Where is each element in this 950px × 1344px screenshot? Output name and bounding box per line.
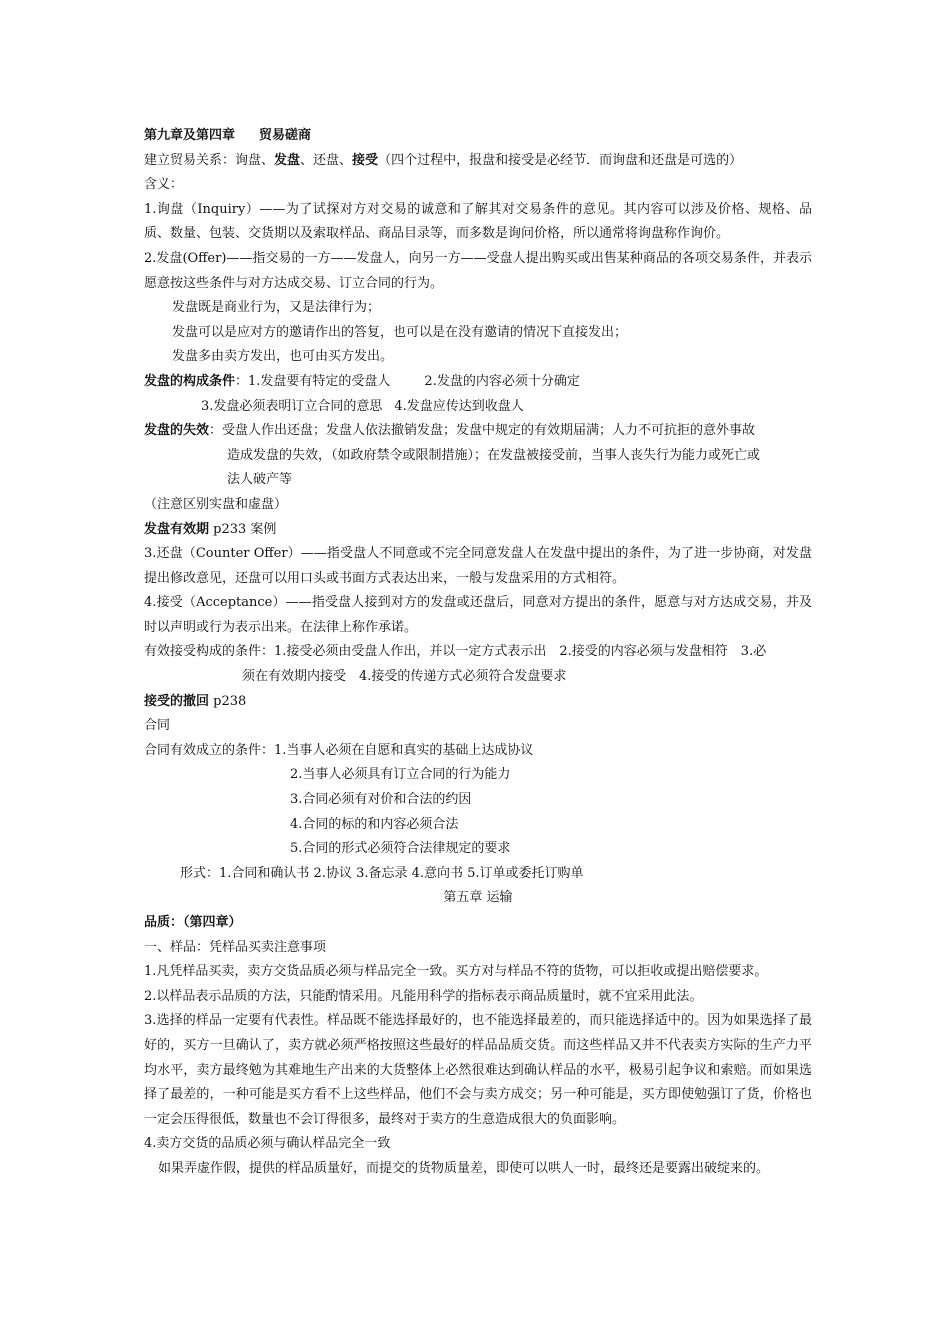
- offer-note-3: 发盘多由卖方发出，也可由买方发出。: [172, 349, 394, 365]
- sample-point-2: 2.以样品表示品质的方法，只能酌情采用。凡能用科学的指标表示商品质量时，就不宜采用此法。: [144, 988, 703, 1004]
- document-page: [144, 124, 812, 1182]
- offer-note-2: 发盘可以是应对方的邀请作出的答复，也可以是在没有邀请的情况下直接发出；: [172, 324, 628, 340]
- offer-condition-4: 4.发盘应传达到收盘人: [394, 398, 524, 414]
- valid-acceptance-line-1: 有效接受构成的条件：1.接受必须由受盘人作出，并以一定方式表示出 2.接受的内容必须与发盘相符 3.必: [144, 644, 767, 660]
- trade-relation-line: [144, 149, 812, 174]
- chapter-title: 第九章及第四章: [144, 128, 236, 143]
- quality-heading: 品质：（第四章）: [144, 915, 242, 930]
- offer-condition-1: ：1.发盘要有特定的受盘人: [235, 373, 391, 389]
- firm-offer-note: （注意区别实盘和虚盘）: [144, 496, 288, 512]
- sample-point-3: 3.选择的样品一定要有代表性。样品既不能选择最好的，也不能选择最差的，而只能选择适中的。因为如果选择了最好的，买方一旦确认了，卖方就必须严格按照这些最好的样品品质交货。而这些样品又并不代表卖方实际的生产力平均水平，卖方最终勉为其难地生产出来的大货整体上必然很难达到确认样品的水平，极易引起争议和索赔。而如果选择了最差的，一种可能是买方看不上这些样品，他们不会与卖方成交；另一种可能是，买方即使勉强订了货，价格也一定会压得很低，数量也不会订得很多，最终对于卖方的生意造成很大的负面影响。: [144, 1013, 812, 1127]
- acceptance-withdraw-ref: p238: [209, 693, 247, 709]
- relation-prefix: 建立贸易关系：询盘、: [144, 152, 275, 168]
- sample-point-4: 4.卖方交货的品质必须与确认样品完全一致: [144, 1136, 391, 1152]
- chapter-5-heading: 第五章 运输: [443, 890, 513, 906]
- sample-heading: 一、样品：凭样品买卖注意事项: [144, 939, 327, 955]
- contract-condition-3: 3.合同必须有对价和合法的约因: [290, 792, 472, 808]
- relation-suffix: （四个过程中，报盘和接受是必经节．而询盘和还盘是可选的）: [378, 152, 743, 168]
- contract-heading: 合同: [144, 718, 171, 734]
- sample-point-4-note: 如果弄虚作假，提供的样品质量好，而提交的货物质量差，即使可以哄人一时，最终还是要露出破绽来的。: [158, 1160, 770, 1176]
- valid-acceptance-line-2: 须在有效期内接受 4.接受的传递方式必须符合发盘要求: [242, 669, 567, 685]
- offer-lapse-text-1: ：受盘人作出还盘；发盘人依法撤销发盘；发盘中规定的有效期届满；人力不可抗拒的意外事故: [209, 423, 756, 439]
- offer-conditions-line-1: [144, 370, 812, 395]
- offer-validity-ref: p233 案例: [209, 521, 277, 537]
- contract-condition-4: 4.合同的标的和内容必须合法: [290, 816, 459, 832]
- contract-condition-5: 5.合同的形式必须符合法律规定的要求: [290, 841, 511, 857]
- counter-offer-paragraph: 3.还盘（Counter Offer）——指受盘人不同意或不完全同意发盘人在发盘中提出的条件，为了进一步协商，对发盘提出修改意见，还盘可以用口头或书面方式表达出来，一般与发盘采用的方式相符。: [144, 546, 812, 586]
- offer-validity-line: [144, 518, 812, 543]
- offer-lapse-line-1: [144, 419, 812, 444]
- meaning-label: 含义：: [144, 177, 184, 193]
- offer-lapse-line-2: 造成发盘的失效，（如政府禁令或限制措施）；在发盘被接受前，当事人丧失行为能力或死亡或: [227, 447, 761, 463]
- chapter-subtitle: 贸易磋商: [259, 128, 312, 143]
- relation-mid: 、还盘、: [300, 152, 353, 168]
- sample-point-1: 1.凡凭样品买卖，卖方交货品质必须与样品完全一致。买方对与样品不符的货物，可以拒收或提出赔偿要求。: [144, 964, 768, 980]
- relation-accept: 接受: [352, 152, 379, 168]
- offer-condition-3: 3.发盘必须表明订立合同的意思: [201, 398, 383, 414]
- contract-condition-1: 合同有效成立的条件：1.当事人必须在自愿和真实的基础上达成协议: [144, 742, 534, 758]
- contract-forms: 形式：1.合同和确认书 2.协议 3.备忘录 4.意向书 5.订单或委托订购单: [180, 865, 584, 881]
- offer-validity-label: 发盘有效期: [144, 521, 210, 537]
- inquiry-paragraph: 1.询盘（Inquiry）——为了试探对方对交易的诚意和了解其对交易条件的意见。其内容可以涉及价格、规格、品质、数量、包装、交货期以及索取样品、商品目录等，而多数是询问价格，所以通常将询盘称作询价。: [144, 201, 812, 242]
- offer-lapse-label: 发盘的失效: [144, 423, 210, 439]
- offer-lapse-line-3: 法人破产等: [227, 472, 293, 488]
- offer-note-1: 发盘既是商业行为，又是法律行为；: [172, 300, 381, 316]
- relation-offer: 发盘: [274, 152, 301, 168]
- acceptance-withdraw-label: 接受的撤回: [144, 693, 210, 709]
- offer-conditions-label: 发盘的构成条件: [144, 373, 236, 389]
- acceptance-paragraph: 4.接受（Acceptance）——指受盘人接到对方的发盘或还盘后，同意对方提出的条件，愿意与对方达成交易，并及时以声明或行为表示出来。在法律上称作承诺。: [144, 595, 812, 635]
- acceptance-withdraw-line: [144, 690, 812, 715]
- offer-conditions-line-2: [144, 395, 812, 420]
- offer-condition-2: 2.发盘的内容必须十分确定: [424, 373, 580, 389]
- offer-paragraph: 2.发盘(Offer)——指交易的一方——发盘人，向另一方——受盘人提出购买或出售某种商品的各项交易条件，并表示愿意按这些条件与对方达成交易、订立合同的行为。: [144, 250, 812, 291]
- chapter-heading: [144, 124, 812, 149]
- contract-condition-2: 2.当事人必须具有订立合同的行为能力: [290, 767, 511, 783]
